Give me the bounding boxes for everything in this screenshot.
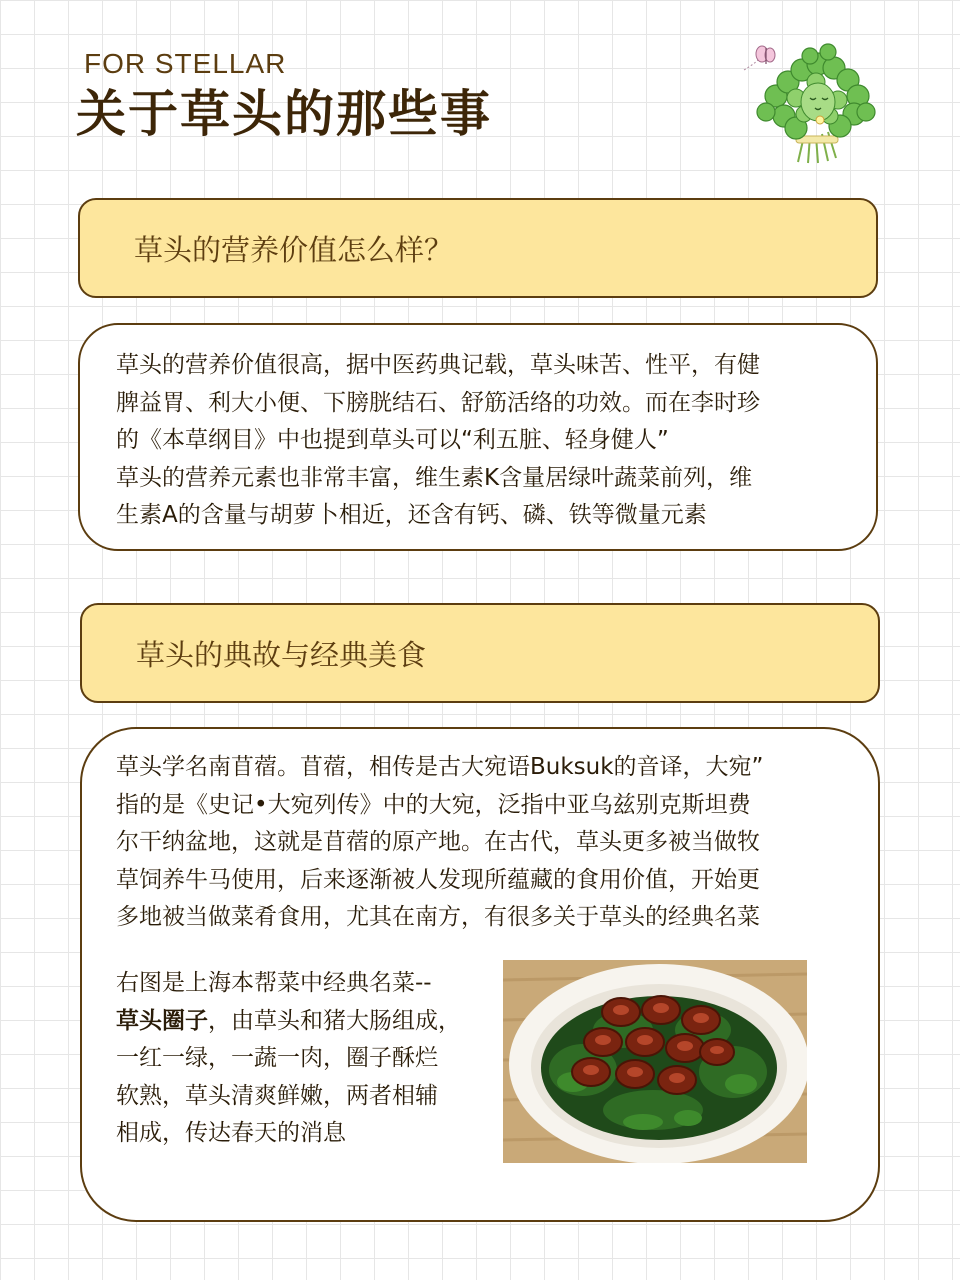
page-title: 关于草头的那些事 bbox=[76, 85, 492, 143]
dish-caption bbox=[116, 965, 476, 1153]
caption-text: ，由草头和猪大肠组成， bbox=[208, 1007, 461, 1034]
paragraph-line: 指的是《史记•大宛列传》中的大宛，泛指中亚乌兹别克斯坦费 bbox=[116, 791, 751, 818]
paragraph-line: 的《本草纲目》中也提到草头可以“利五脏、轻身健人” bbox=[116, 427, 669, 453]
paragraph-line: 草饲养牛马使用，后来逐渐被人发现所蕴藏的食用价值，开始更 bbox=[116, 866, 760, 893]
dish-name: 草头圈子 bbox=[116, 1007, 208, 1034]
paragraph-line: 脾益胃、利大小便、下膀胱结石、舒筋活络的功效。而在李时珍 bbox=[116, 389, 760, 416]
section-heading-history bbox=[80, 603, 880, 703]
caption-line: 右图是上海本帮菜中经典名菜-- bbox=[116, 970, 432, 996]
paragraph-line: 生素A的含量与胡萝卜相近，还含有钙、磷、铁等微量元素 bbox=[116, 502, 707, 528]
section-heading-nutrition bbox=[78, 198, 878, 298]
caption-line: 一红一绿，一蔬一肉，圈子酥烂 bbox=[116, 1045, 438, 1071]
paragraph-line: 草头的营养价值很高，据中医药典记载，草头味苦、性平，有健 bbox=[116, 352, 760, 378]
clover-mascot-icon bbox=[736, 36, 886, 166]
caption-line: 软熟，草头清爽鲜嫩，两者相辅 bbox=[116, 1082, 438, 1109]
caption-line bbox=[116, 1003, 476, 1041]
section-heading-text: 草头的典故与经典美食 bbox=[136, 637, 427, 672]
section-heading-text: 草头的营养价值怎么样？ bbox=[134, 232, 454, 267]
caption-line: 相成，传达春天的消息 bbox=[116, 1120, 346, 1146]
paragraph-line: 草头的营养元素也非常丰富，维生素K含量居绿叶蔬菜前列，维 bbox=[116, 464, 753, 491]
dish-photo bbox=[503, 960, 807, 1163]
paragraph-line: 尔干纳盆地，这就是苜蓿的原产地。在古代，草头更多被当做牧 bbox=[116, 829, 760, 855]
history-card bbox=[80, 727, 880, 1222]
brand-label: FOR STELLAR bbox=[84, 48, 287, 79]
butterfly-icon bbox=[744, 46, 775, 70]
paragraph-line: 草头学名南苜蓿。苜蓿，相传是古大宛语Buksuk的音译，大宛” bbox=[116, 754, 764, 780]
nutrition-card bbox=[78, 323, 878, 551]
paragraph-line: 多地被当做菜肴食用，尤其在南方，有很多关于草头的经典名菜 bbox=[116, 904, 760, 930]
